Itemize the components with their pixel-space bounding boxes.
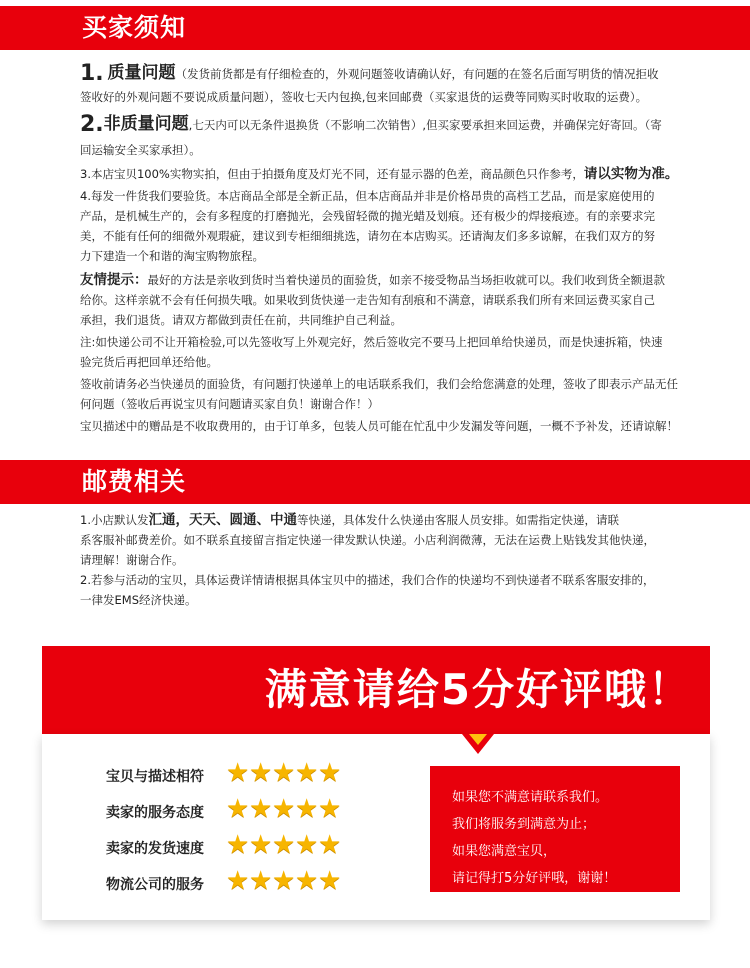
tip-line3: 承担，我们退货。请双方都做到责任在前，共同维护自己利益。 bbox=[80, 313, 402, 327]
buyer-notice-body bbox=[80, 60, 708, 436]
note-line1: 注:如快递公司不让开箱检验,可以先签收写上外观完好，然后签收完不要马上把回单给快递员，而是快速拆箱，快速 bbox=[80, 335, 663, 349]
gift-line: 宝贝描述中的赠品是不收取费用的，由于订单多，包装人员可能在忙乱中少发漏发等问题，一概不予补发，还请谅解！ bbox=[80, 419, 678, 433]
tip-text: 最好的方法是亲收到货时当着快递员的面验货，如亲不接受物品当场拒收就可以。我们收到货全额退款 bbox=[147, 273, 665, 287]
review-banner bbox=[42, 646, 710, 734]
rating-label: 物流公司的服务 bbox=[106, 877, 204, 893]
item4-line4: 力下建造一个和谐的淘宝购物旅程。 bbox=[80, 249, 264, 263]
item-bold-text: 请以实物为准。 bbox=[583, 166, 679, 182]
item-text: （发货前货都是有仔细检查的，外观问题签收请确认好，有问题的在签名后面写明货的情况拒收 bbox=[175, 67, 659, 81]
shipping-line4: 2.若参与活动的宝贝，具体运费详情请根据具体宝贝中的描述，我们合作的快递均不到快递者不联系客服安排的， bbox=[80, 573, 655, 587]
rating-stars bbox=[226, 758, 342, 788]
section-title: 买家须知 bbox=[82, 13, 187, 42]
item3-paragraph bbox=[80, 164, 708, 184]
banner-pointer-accent bbox=[469, 734, 487, 745]
tip-heading: 友情提示： bbox=[80, 272, 148, 288]
item4-line1: 4.每发一件货我们要验货。本店商品全部是全新正品，但本店商品并非是价格昂贵的高档工艺品，而是家庭使用的 bbox=[80, 189, 655, 203]
rating-label: 卖家的发货速度 bbox=[106, 841, 204, 857]
banner-text: 满意请给5分好评哦！ bbox=[264, 665, 692, 714]
star-icon: ★ bbox=[272, 758, 296, 788]
star-icon: ★ bbox=[226, 830, 250, 860]
quality-paragraph-cont: 签收好的外观问题不要说成质量问题），签收七天内包换,包来回邮费（买家退货的运费等同购买时收取的运费）。 bbox=[80, 90, 648, 104]
star-icon: ★ bbox=[318, 794, 342, 824]
item-text: 3.本店宝贝100%实物实拍，但由于拍摄角度及灯光不同，还有显示器的色差，商品颜色只作参考， bbox=[80, 167, 584, 181]
star-icon: ★ bbox=[295, 866, 319, 896]
shipping-line2: 系客服补邮费差价。如不联系直接留言指定快递一律发默认快递。小店利润微薄，无法在运费上贴钱发其他快递， bbox=[80, 533, 655, 547]
section-title: 邮费相关 bbox=[82, 467, 187, 496]
section-header-buyer-notice bbox=[0, 6, 750, 50]
contact-line: 请记得打5分好评哦，谢谢！ bbox=[452, 871, 617, 886]
item-number: 1. bbox=[80, 61, 104, 86]
shipping-body bbox=[80, 510, 708, 610]
nonquality-paragraph-cont: 回运输安全买家承担）。 bbox=[80, 143, 201, 157]
contact-line: 我们将服务到满意为止； bbox=[452, 817, 596, 832]
item4-line3: 美，不能有任何的细微外观瑕疵，建议到专柜细细挑选，请勿在本店购买。还请淘友们多多谅解，在我们双方的努 bbox=[80, 229, 655, 243]
nonquality-paragraph bbox=[80, 109, 708, 140]
shipping-line5: 一律发EMS经济快递。 bbox=[80, 593, 197, 607]
note-line2: 验完货后再把回单还给他。 bbox=[80, 355, 218, 369]
item-heading: 非质量问题 bbox=[103, 114, 189, 134]
star-icon: ★ bbox=[249, 794, 273, 824]
contact-line: 如果您不满意请联系我们。 bbox=[452, 790, 609, 805]
star-icon: ★ bbox=[249, 866, 273, 896]
shipping-line1 bbox=[80, 510, 708, 530]
item4-line2: 产品，是机械生产的，会有多程度的打磨抛光，会残留轻微的抛光蜡及划痕。还有极少的焊接痕迹。有的亲要求完 bbox=[80, 209, 655, 223]
shipping-text: 1.小店默认发 bbox=[80, 513, 149, 527]
sign-line1: 签收前请务必当快递员的面验货，有问题打快递单上的电话联系我们，我们会给您满意的处理，签收了即表示产品无任 bbox=[80, 377, 678, 391]
shipping-bold-text: 汇通，天天、圆通、中通 bbox=[148, 512, 297, 528]
star-icon: ★ bbox=[226, 866, 250, 896]
rating-stars bbox=[226, 830, 342, 860]
star-icon: ★ bbox=[226, 794, 250, 824]
rating-label: 卖家的服务态度 bbox=[106, 805, 204, 821]
star-icon: ★ bbox=[272, 866, 296, 896]
tip-paragraph bbox=[80, 270, 708, 290]
rating-label: 宝贝与描述相符 bbox=[106, 769, 204, 785]
item-number: 2. bbox=[80, 112, 104, 137]
rating-stars bbox=[226, 794, 342, 824]
contact-line: 如果您满意宝贝， bbox=[452, 844, 557, 859]
contact-message-box bbox=[430, 766, 680, 892]
star-icon: ★ bbox=[295, 830, 319, 860]
item-text: ,七天内可以无条件退换货（不影响二次销售）,但买家要承担来回运费，并确保完好寄回。（寄 bbox=[188, 118, 662, 132]
rating-card bbox=[42, 734, 710, 920]
section-header-shipping bbox=[0, 460, 750, 504]
star-icon: ★ bbox=[249, 758, 273, 788]
star-icon: ★ bbox=[249, 830, 273, 860]
sign-line2: 何问题（签收后再说宝贝有问题请买家自负！谢谢合作！） bbox=[80, 397, 379, 411]
item-heading: 质量问题 bbox=[107, 63, 176, 83]
shipping-text: 等快递，具体发什么快递由客服人员安排。如需指定快递，请联 bbox=[296, 513, 619, 527]
star-icon: ★ bbox=[318, 830, 342, 860]
rating-stars bbox=[226, 866, 342, 896]
star-icon: ★ bbox=[318, 866, 342, 896]
star-icon: ★ bbox=[295, 758, 319, 788]
tip-line2: 给你。这样亲就不会有任何损失哦。如果收到货快递一走告知有刮痕和不满意，请联系我们所有来回运费买家自己 bbox=[80, 293, 655, 307]
quality-paragraph bbox=[80, 60, 708, 87]
star-icon: ★ bbox=[272, 830, 296, 860]
shipping-line3: 请理解！谢谢合作。 bbox=[80, 553, 184, 567]
star-icon: ★ bbox=[295, 794, 319, 824]
star-icon: ★ bbox=[226, 758, 250, 788]
star-icon: ★ bbox=[272, 794, 296, 824]
star-icon: ★ bbox=[318, 758, 342, 788]
